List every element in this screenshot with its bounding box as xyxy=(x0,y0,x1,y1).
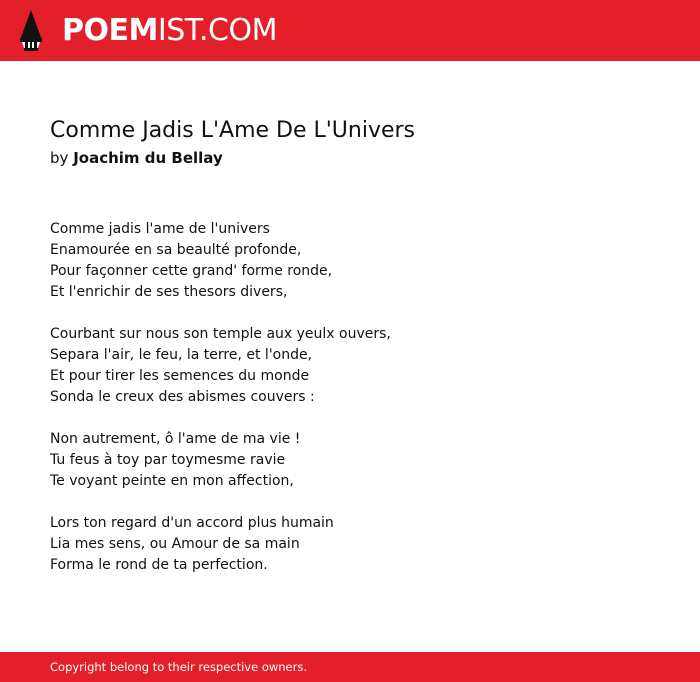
poem-line: Courbant sur nous son temple aux yeulx ouvers, xyxy=(50,326,391,342)
poem-line: Lors ton regard d'un accord plus humain xyxy=(50,515,334,531)
poem-line: Lia mes sens, ou Amour de sa main xyxy=(50,536,300,552)
site-logo-link[interactable] xyxy=(62,12,277,50)
stanza xyxy=(50,513,670,576)
poem-line: Et l'enrichir de ses thesors divers, xyxy=(50,284,288,300)
by-label: by xyxy=(50,149,69,167)
poem-line: Pour façonner cette grand' forme ronde, xyxy=(50,263,333,279)
brand-name-bold: POEM xyxy=(62,13,158,48)
poem-line: Et pour tirer les semences du monde xyxy=(50,368,310,384)
poem-line: Separa l'air, le feu, la terre, et l'onde, xyxy=(50,347,313,363)
stanza xyxy=(50,219,670,303)
stanza xyxy=(50,429,670,492)
poem-line: Non autrement, ô l'ame de ma vie ! xyxy=(50,431,301,447)
poem-line: Sonda le creux des abismes couvers : xyxy=(50,389,315,405)
poem-line: Te voyant peinte en mon affection, xyxy=(50,473,294,489)
poem-header xyxy=(50,116,670,168)
byline xyxy=(50,148,670,168)
poem-line: Comme jadis l'ame de l'univers xyxy=(50,221,270,237)
stanza xyxy=(50,324,670,408)
poem-title: Comme Jadis L'Ame De L'Univers xyxy=(50,118,416,143)
pencil-icon[interactable] xyxy=(18,10,44,52)
brand-name-light: IST.COM xyxy=(157,13,277,48)
poem-line: Forma le rond de ta perfection. xyxy=(50,557,268,573)
poem-body xyxy=(50,219,670,597)
site-footer xyxy=(0,652,700,682)
author-link[interactable]: Joachim du Bellay xyxy=(73,149,223,167)
copyright-text: Copyright belong to their respective owners. xyxy=(50,660,308,674)
poem-line: Tu feus à toy par toymesme ravie xyxy=(50,452,286,468)
site-header xyxy=(0,0,700,61)
poem-line: Enamourée en sa beaulté profonde, xyxy=(50,242,302,258)
